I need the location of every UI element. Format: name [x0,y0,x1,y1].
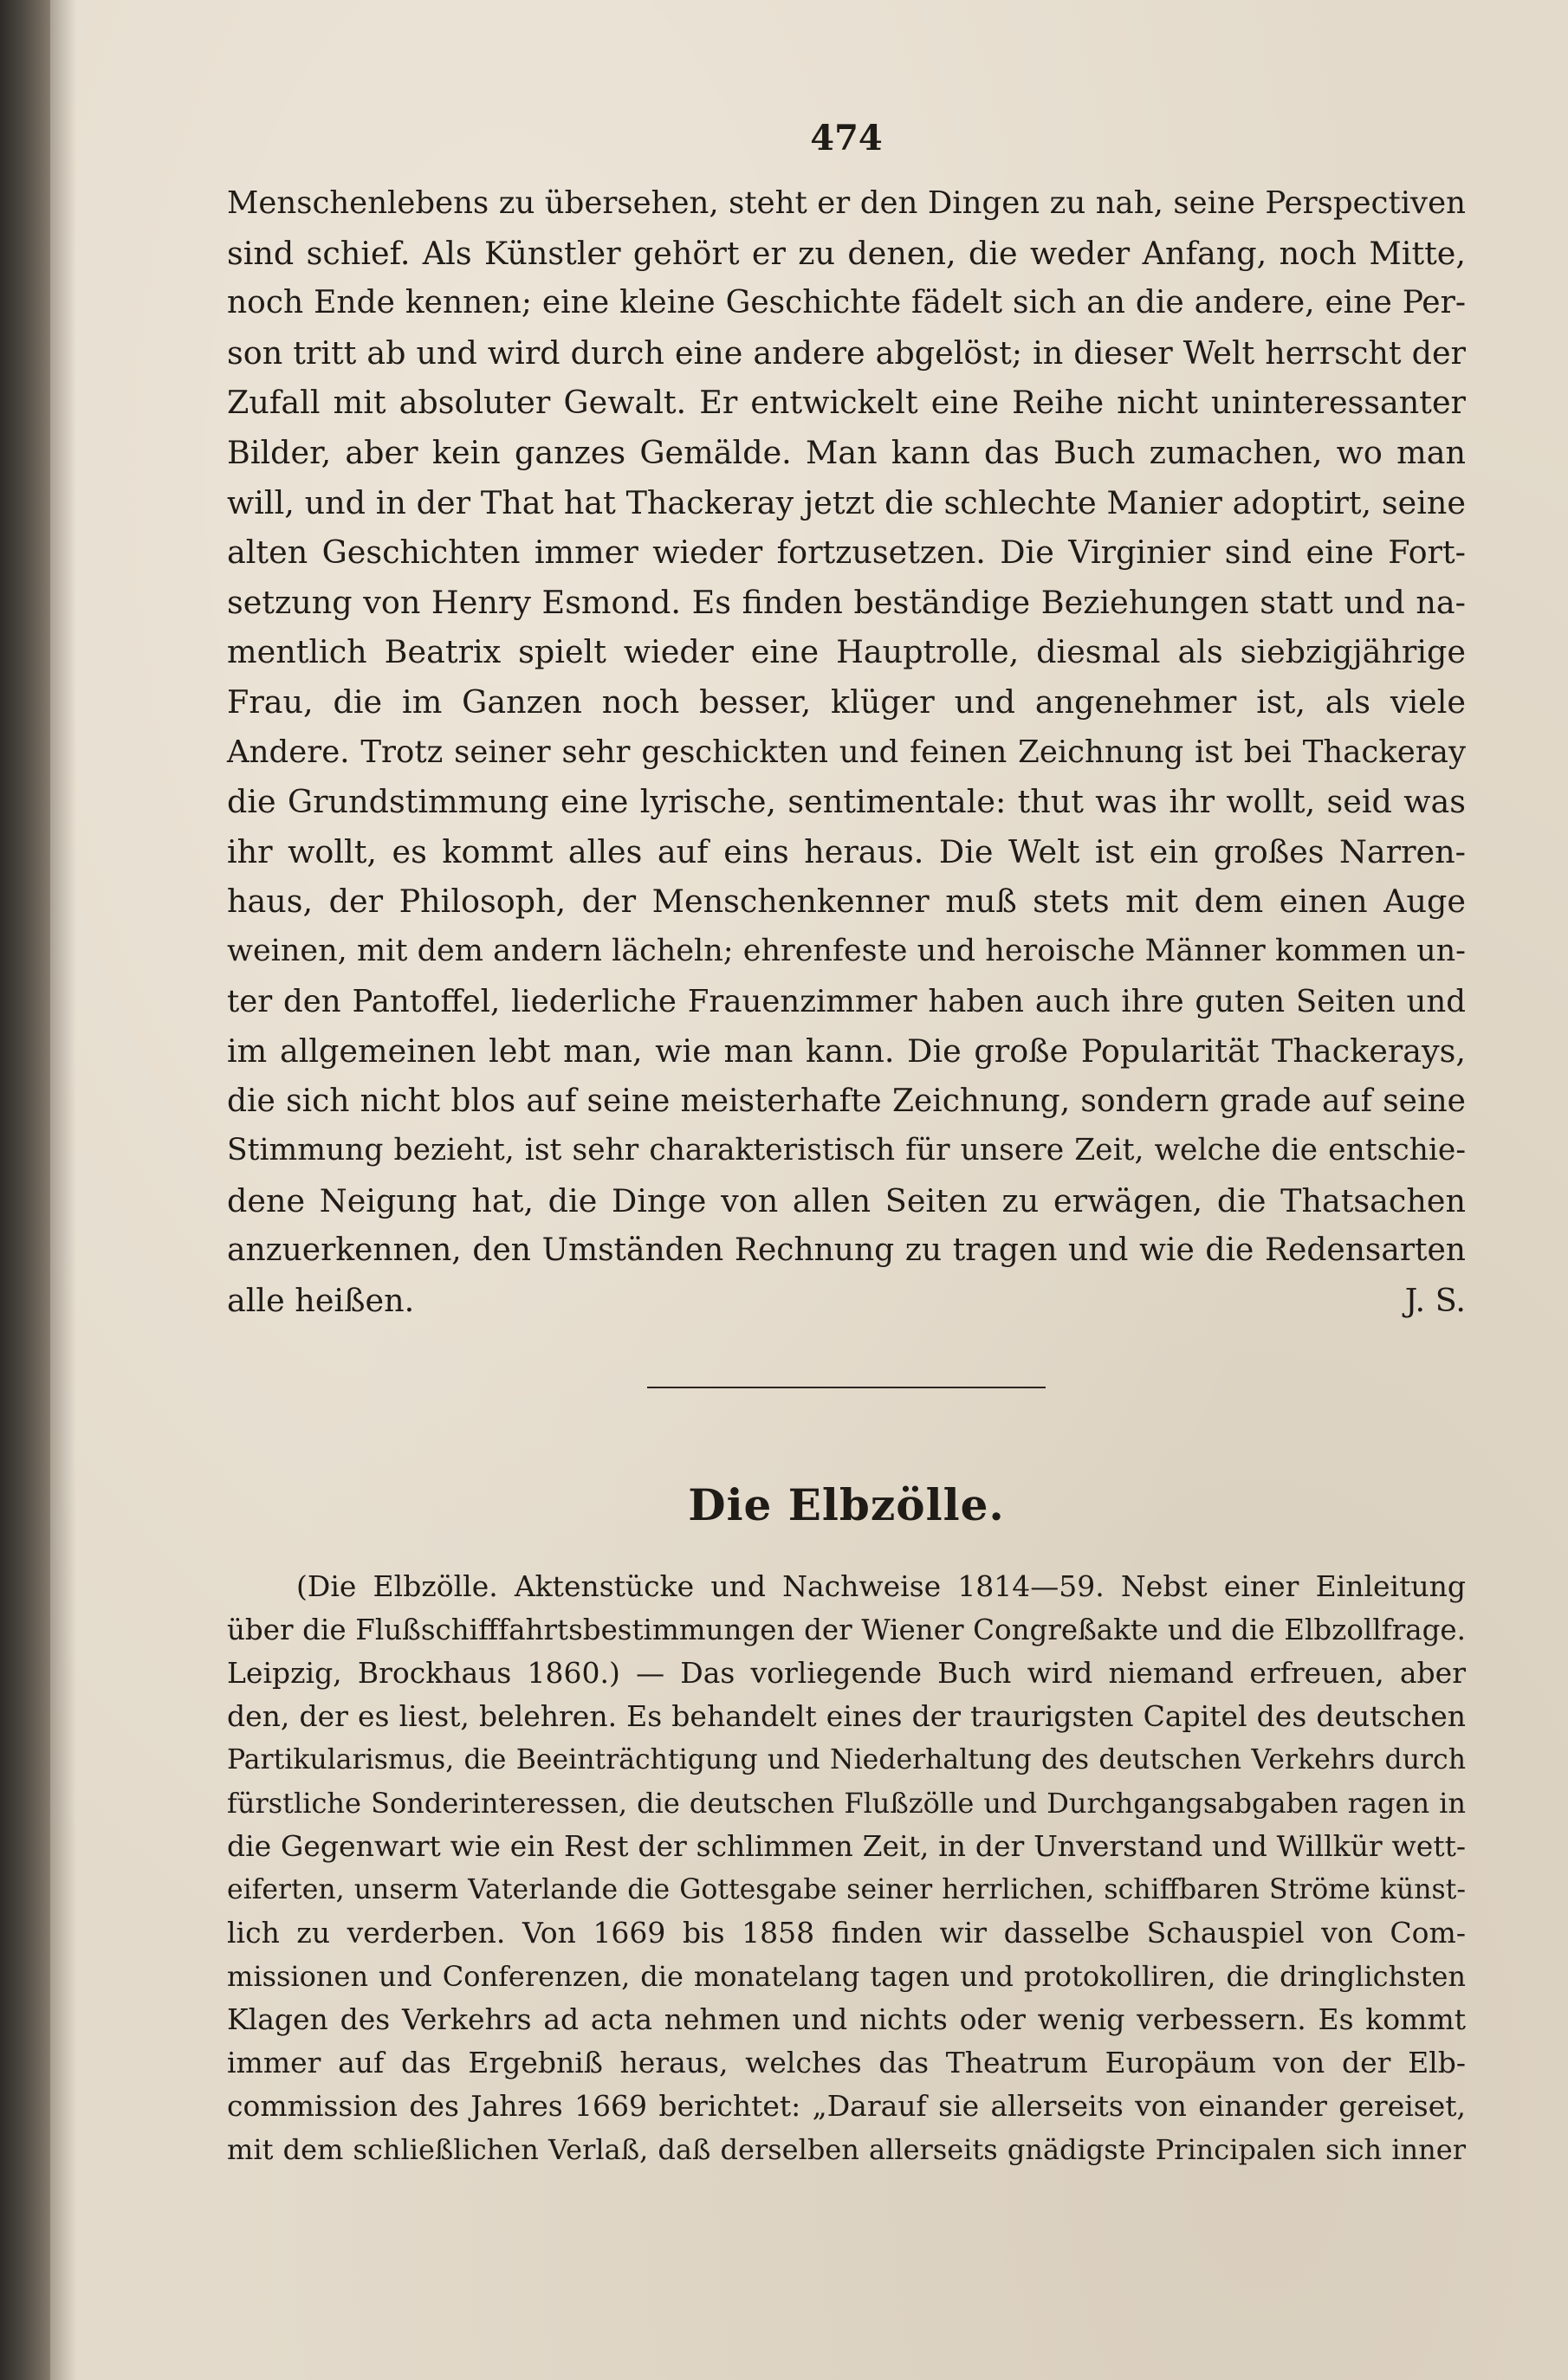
text-line: will, und in der That hat Thackeray jetzt die schlechte Manier adoptirt, seine [227,483,1466,521]
book-spine-edge [0,0,52,2380]
closing-text: alle heißen. [227,1282,415,1320]
text-line: eiferten, unserm Vaterlande die Gottesgabe seiner herrlichen, schiffbaren Ströme künst- [227,1873,1466,1905]
gutter-shadow [50,0,76,2380]
closing-line [227,1276,1466,1326]
section-title: Die Elbzölle. [688,1478,1005,1530]
text-line: (Die Elbzölle. Aktenstücke und Nachweise 1814—59. Nebst einer Einleitung [296,1568,1466,1603]
text-line: im allgemeinen lebt man, wie man kann. Die große Popularität Thackerays, [227,1032,1466,1070]
text-line: den, der es liest, belehren. Es behandelt eines der traurigsten Capitel des deutschen [227,1698,1466,1733]
text-line: die Grundstimmung eine lyrische, sentimentale: thut was ihr wollt, seid was [227,783,1466,821]
section-body [227,1565,1466,2171]
text-line: dene Neigung hat, die Dinge von allen Seiten zu erwägen, die Thatsachen [227,1181,1466,1219]
section-divider [647,1387,1046,1388]
review-text [227,178,1466,1326]
text-line: mentlich Beatrix spielt wieder eine Hauptrolle, diesmal als siebzigjährige [227,633,1466,671]
text-line: noch Ende kennen; eine kleine Geschichte fädelt sich an die andere, eine Per- [227,285,1466,321]
text-line: Frau, die im Ganzen noch besser, klüger und angenehmer ist, als viele [227,682,1466,721]
text-line: anzuerkennen, den Umständen Rechnung zu tragen und wie die Redensarten [227,1232,1466,1269]
text-line: Andere. Trotz seiner sehr geschickten und feinen Zeichnung ist bei Thackeray [227,734,1466,770]
text-line: mit dem schließlichen Verlaß, daß derselben allerseits gnädigste Principalen sich inner [227,2132,1466,2166]
text-line: Partikularismus, die Beeinträchtigung und Niederhaltung des deutschen Verkehrs durch [227,1743,1466,1775]
text-line: über die Flußschifffahrtsbestimmungen der Wiener Congreßakte und die Elbzollfrage. [227,1613,1466,1646]
page-number: 474 [810,118,883,158]
text-line: missionen und Conferenzen, die monatelang tagen und protokolliren, die dringlichsten [227,1959,1466,1993]
text-line: Bilder, aber kein ganzes Gemälde. Man kann das Buch zumachen, wo man [227,433,1466,471]
text-line: immer auf das Ergebniß heraus, welches das Theatrum Europäum von der Elb- [227,2045,1466,2079]
text-line: die Gegenwart wie ein Rest der schlimmen Zeit, in der Unverstand und Willkür wett- [227,1828,1466,1863]
text-line: Menschenlebens zu übersehen, steht er den Dingen zu nah, seine Perspectiven [227,185,1466,221]
text-line: ter den Pantoffel, liederliche Frauenzimmer haben auch ihre guten Seiten und [227,983,1466,1019]
text-line: die sich nicht blos auf seine meisterhafte Zeichnung, sondern grade auf seine [227,1083,1466,1119]
text-line: Stimmung bezieht, ist sehr charakteristisch für unsere Zeit, welche die entschie- [227,1133,1466,1168]
text-line: alten Geschichten immer wieder fortzusetzen. Die Virginier sind eine Fort- [227,534,1466,572]
text-line: son tritt ab und wird durch eine andere abgelöst; in dieser Welt herrscht der [227,333,1466,372]
text-line: setzung von Henry Esmond. Es finden beständige Beziehungen statt und na- [227,583,1466,621]
text-line: commission des Jahres 1669 berichtet: „Darauf sie allerseits von einander gereiset, [227,2088,1466,2123]
text-line: ihr wollt, es kommt alles auf eins heraus. Die Welt ist ein großes Narren- [227,832,1466,870]
text-line: Leipzig, Brockhaus 1860.) — Das vorliegende Buch wird niemand erfreuen, aber [227,1655,1466,1690]
text-line: fürstliche Sonderinteressen, die deutschen Flußzölle und Durchgangsabgaben ragen in [227,1786,1466,1820]
text-line: sind schief. Als Künstler gehört er zu denen, die weder Anfang, noch Mitte, [227,234,1466,272]
text-line: weinen, mit dem andern lächeln; ehrenfeste und heroische Männer kommen un- [227,933,1466,968]
text-line: Klagen des Verkehrs ad acta nehmen und nichts oder wenig verbessern. Es kommt [227,2002,1466,2036]
page-content [227,113,1466,2171]
author-signature: J. S. [1404,1282,1466,1320]
text-line: Zufall mit absoluter Gewalt. Er entwickelt eine Reihe nicht uninteressanter [227,384,1466,422]
text-line: haus, der Philosoph, der Menschenkenner muß stets mit dem einen Auge [227,883,1466,921]
text-line: lich zu verderben. Von 1669 bis 1858 finden wir dasselbe Schauspiel von Com- [227,1915,1466,1950]
